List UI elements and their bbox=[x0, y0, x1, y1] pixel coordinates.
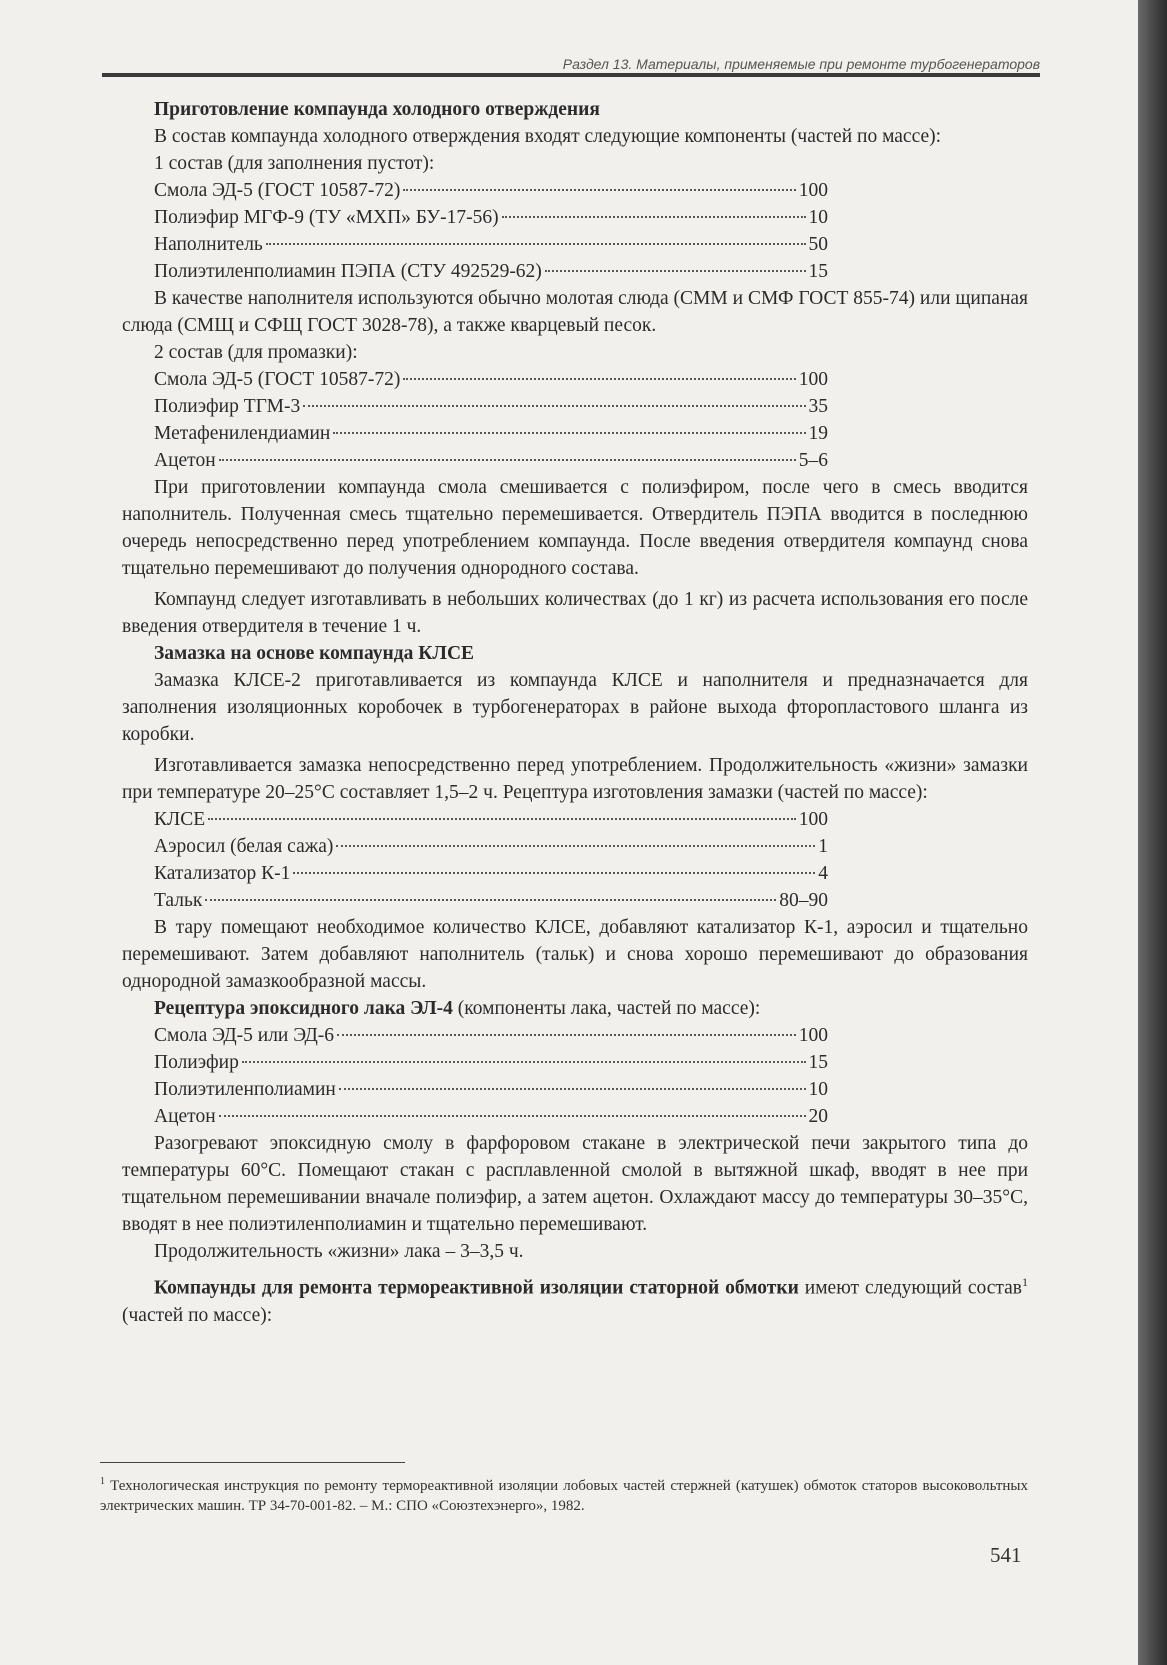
heading-bold-part: Рецептура эпоксидного лака ЭЛ-4 bbox=[154, 998, 453, 1019]
component-name: Метафенилендиамин bbox=[154, 423, 331, 444]
component-amount: 15 bbox=[808, 261, 828, 282]
composition-title: 1 состав (для заполнения пустот): bbox=[154, 153, 435, 174]
bold-lead: Компаунды для ремонта термореактивной изоляции статорной обмотки bbox=[154, 1277, 799, 1299]
recipe-list-4 bbox=[154, 1022, 828, 1130]
component-amount: 100 bbox=[798, 180, 828, 201]
component-name: Ацетон bbox=[154, 450, 216, 471]
component-name: Полиэфир bbox=[154, 1052, 239, 1073]
footnote-mark: 1 bbox=[100, 1476, 105, 1487]
recipe-row bbox=[154, 258, 828, 285]
component-name: Ацетон bbox=[154, 1106, 216, 1127]
footnote bbox=[100, 1472, 1028, 1516]
footnote-text: Технологическая инструкция по ремонту термореактивной изоляции лобовых частей стержней (катушек) обмоток статоров высоковольтных электрических машин. ТР 34-70-001-82. – М.: СПО «Союзтехэнерго», 1982. bbox=[100, 1478, 1028, 1514]
recipe-row bbox=[154, 177, 828, 204]
component-name: Смола ЭД-5 (ГОСТ 10587-72) bbox=[154, 369, 401, 390]
component-name: Смола ЭД-5 или ЭД-6 bbox=[154, 1025, 335, 1046]
recipe-row bbox=[154, 833, 828, 860]
component-amount: 100 bbox=[798, 1025, 828, 1046]
component-name: Аэросил (белая сажа) bbox=[154, 836, 334, 857]
heading-epoxy-lacquer bbox=[122, 995, 1028, 1022]
recipe-list-1 bbox=[154, 177, 828, 285]
page-content bbox=[122, 96, 1028, 1329]
component-amount: 5–6 bbox=[798, 450, 828, 471]
component-name: Полиэфир ТГМ-3 bbox=[154, 396, 301, 417]
heading-cold-cure-compound: Приготовление компаунда холодного отверждения bbox=[154, 99, 600, 120]
recipe-row bbox=[154, 860, 828, 887]
recipe-row bbox=[154, 806, 828, 833]
component-amount: 19 bbox=[808, 423, 828, 444]
component-name: Тальк bbox=[154, 890, 203, 911]
component-amount: 20 bbox=[808, 1106, 828, 1127]
recipe-row bbox=[154, 1022, 828, 1049]
heading-klse-putty: Замазка на основе компаунда КЛСЕ bbox=[154, 643, 475, 664]
paragraph: В качестве наполнителя используются обычно молотая слюда (СММ и СМФ ГОСТ 855-74) или щипаная слюда (СМЩ и СФЩ ГОСТ 3028-78), а также кварцевый песок. bbox=[122, 288, 1028, 336]
recipe-row bbox=[154, 204, 828, 231]
dot-leader bbox=[403, 189, 795, 191]
dot-leader bbox=[545, 270, 806, 272]
paragraph-compounds-stator bbox=[122, 1269, 1028, 1329]
component-amount: 35 bbox=[808, 396, 828, 417]
component-name: Полиэтиленполиамин ПЭПА (СТУ 492529-62) bbox=[154, 261, 542, 282]
dot-leader bbox=[293, 872, 815, 874]
recipe-row bbox=[154, 1103, 828, 1130]
dot-leader bbox=[219, 1115, 806, 1117]
component-amount: 10 bbox=[808, 207, 828, 228]
footnote-ref[interactable]: 1 bbox=[1022, 1275, 1028, 1289]
component-amount: 4 bbox=[818, 863, 828, 884]
composition-title: 2 состав (для промазки): bbox=[154, 342, 358, 363]
recipe-list-2 bbox=[154, 366, 828, 474]
component-name: Смола ЭД-5 (ГОСТ 10587-72) bbox=[154, 180, 401, 201]
text: имеют следующий состав bbox=[798, 1277, 1022, 1299]
component-name: Полиэфир МГФ-9 (ТУ «МХП» БУ-17-56) bbox=[154, 207, 499, 228]
recipe-row bbox=[154, 393, 828, 420]
recipe-row bbox=[154, 231, 828, 258]
paragraph: Изготавливается замазка непосредственно перед употреблением. Продолжительность «жизни» замазки при температуре 20–25°С составляет 1,5–2 ч. Рецептура изготовления замазки (частей по массе): bbox=[122, 755, 1028, 803]
dot-leader bbox=[242, 1061, 806, 1063]
dot-leader bbox=[266, 243, 806, 245]
dot-leader bbox=[502, 216, 806, 218]
header-rule bbox=[102, 73, 1040, 77]
text: (частей по массе): bbox=[122, 1304, 273, 1326]
footnote-rule bbox=[100, 1462, 405, 1463]
component-amount: 80–90 bbox=[779, 890, 828, 911]
component-name: Катализатор К-1 bbox=[154, 863, 291, 884]
component-amount: 15 bbox=[808, 1052, 828, 1073]
dot-leader bbox=[339, 1088, 806, 1090]
recipe-list-3 bbox=[154, 806, 828, 914]
component-name: Полиэтиленполиамин bbox=[154, 1079, 336, 1100]
paragraph: В тару помещают необходимое количество КЛСЕ, добавляют катализатор К-1, аэросил и тщательно перемешивают. Затем добавляют наполнитель (тальк) и снова хорошо перемешивают до образования однородной замазкообразной массы. bbox=[122, 917, 1028, 992]
component-name: КЛСЕ bbox=[154, 809, 206, 830]
paragraph: Компаунд следует изготавливать в небольших количествах (до 1 кг) из расчета использования его после введения отвердителя в течение 1 ч. bbox=[122, 589, 1028, 637]
dot-leader bbox=[303, 405, 805, 407]
component-name: Наполнитель bbox=[154, 234, 263, 255]
dot-leader bbox=[208, 818, 796, 820]
component-amount: 1 bbox=[818, 836, 828, 857]
paragraph: Замазка КЛСЕ-2 приготавливается из компаунда КЛСЕ и наполнителя и предназначается для заполнения изоляционных коробочек в турбогенераторах в районе выхода фторопластового шланга из коробки. bbox=[122, 670, 1028, 745]
recipe-row bbox=[154, 420, 828, 447]
paragraph: При приготовлении компаунда смола смешивается с полиэфиром, после чего в смесь вводится наполнитель. Полученная смесь тщательно перемешивается. Отвердитель ПЭПА вводится в последнюю очередь непосредственно перед употреблением компаунда. После введения отвердителя компаунд снова тщательно перемешивают до получения однородного состава. bbox=[122, 477, 1028, 579]
component-amount: 10 bbox=[808, 1079, 828, 1100]
page-number: 541 bbox=[990, 1543, 1022, 1567]
component-amount: 100 bbox=[798, 809, 828, 830]
dot-leader bbox=[219, 459, 796, 461]
dot-leader bbox=[205, 899, 776, 901]
dot-leader bbox=[403, 378, 795, 380]
page-edge-shadow bbox=[1138, 0, 1167, 1665]
recipe-row bbox=[154, 1076, 828, 1103]
component-amount: 100 bbox=[798, 369, 828, 390]
paragraph: Продолжительность «жизни» лака – 3–3,5 ч. bbox=[154, 1241, 524, 1262]
recipe-row bbox=[154, 1049, 828, 1076]
component-amount: 50 bbox=[808, 234, 828, 255]
dot-leader bbox=[336, 845, 815, 847]
paragraph: В состав компаунда холодного отверждения входят следующие компоненты (частей по массе): bbox=[154, 126, 942, 147]
dot-leader bbox=[337, 1034, 796, 1036]
dot-leader bbox=[333, 432, 805, 434]
recipe-row bbox=[154, 887, 828, 914]
heading-rest: (компоненты лака, частей по массе): bbox=[452, 998, 761, 1019]
recipe-row bbox=[154, 366, 828, 393]
paragraph: Разогревают эпоксидную смолу в фарфоровом стакане в электрической печи закрытого типа до температуры 60°С. Помещают стакан с расплавленной смолой в вытяжной шкаф, вводят в нее при тщательном перемешивании вначале полиэфир, а затем ацетон. Охлаждают массу до температуры 30–35°С, вводят в нее полиэтиленполиамин и тщательно перемешивают. bbox=[122, 1133, 1028, 1235]
running-header: Раздел 13. Материалы, применяемые при ремонте турбогенераторов bbox=[562, 56, 1040, 72]
recipe-row bbox=[154, 447, 828, 474]
